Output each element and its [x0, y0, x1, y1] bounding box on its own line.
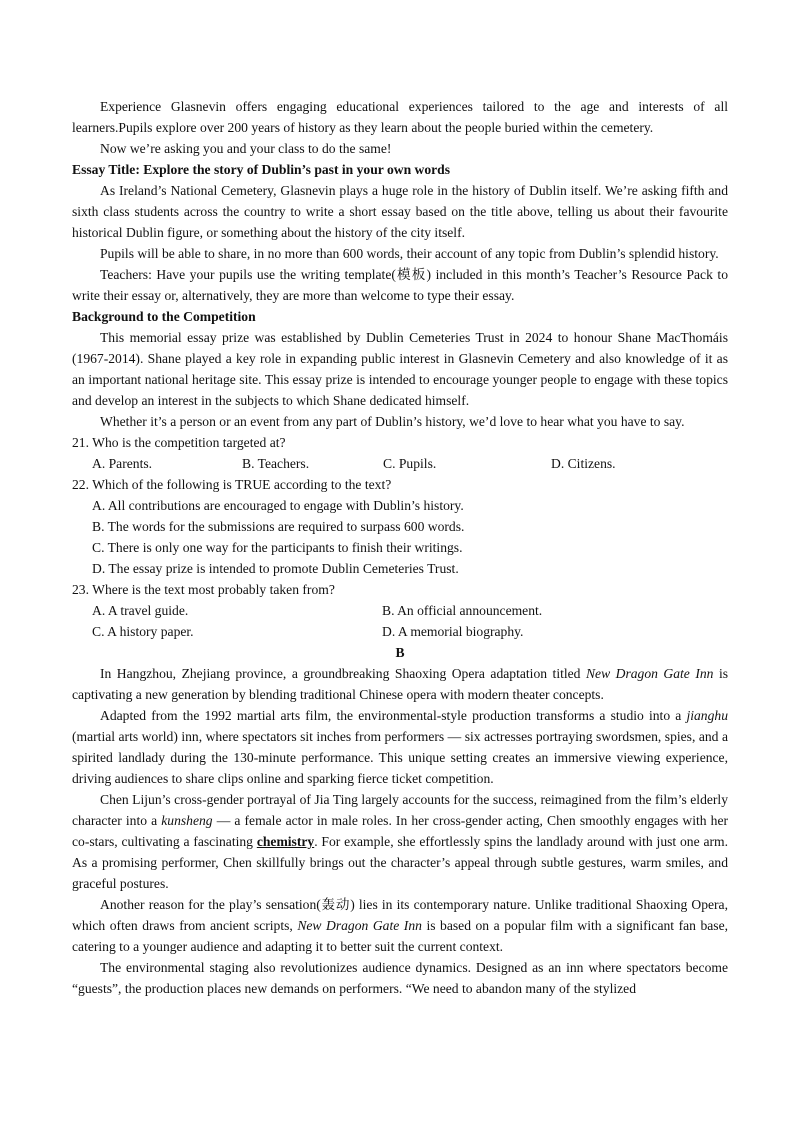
paragraph: The environmental staging also revolutionizes audience dynamics. Designed as an inn where spectators become “guests”, the production places new demands on performers. “We need to abandon many of the stylized: [72, 960, 728, 996]
question-stem: 23. Where is the text most probably taken from?: [72, 582, 335, 597]
paragraph: [72, 705, 728, 789]
questions: [72, 432, 728, 642]
option: D. Citizens.: [551, 456, 616, 471]
option: A. Parents.: [92, 456, 153, 471]
option: B. Teachers.: [242, 456, 310, 471]
text-run: Chen Lijun’s cross-gender portrayal of Jia Ting largely accounts for the success, reimagined from the film’s elderly character into a: [72, 792, 728, 828]
question-options: [72, 453, 728, 474]
option: D. The essay prize is intended to promote Dublin Cemeteries Trust.: [92, 561, 459, 576]
option: D. A memorial biography.: [382, 624, 524, 639]
paragraph: This memorial essay prize was established by Dublin Cemeteries Trust in 2024 to honour Shane MacThomáis (1967-2014). Shane played a key role in expanding public interest in Glasnevin Cemetery and also knowledge of it as an important national heritage site. This essay prize is intended to encourage younger people to engage with these topics and develop an interest in the subjects to which Shane dedicated himself.: [72, 330, 728, 408]
text-run: In Hangzhou, Zhejiang province, a groundbreaking Shaoxing Opera adaptation titled: [100, 666, 586, 681]
background-heading: Background to the Competition: [72, 309, 256, 324]
text-run: . For example, she effortlessly spins the landlady around with just one arm. As a promising performer, Chen skillfully brings out the character’s appeal through subtle gestures, warm smiles, and graceful postures.: [72, 834, 728, 891]
text-run: Another reason for the play’s sensation(轰动) lies in its contemporary nature. Unlike traditional Shaoxing Opera, which often draws from ancient scripts,: [72, 897, 728, 933]
paragraph: [72, 789, 728, 894]
paragraph: As Ireland’s National Cemetery, Glasnevin plays a huge role in the history of Dublin itself. We’re asking fifth and sixth class students across the country to write a short essay based on the title above, telling us about their favourite historical Dublin figure, or something about the history of the city itself.: [72, 183, 728, 240]
paragraph: [72, 894, 728, 957]
text-run: is captivating a new generation by blending traditional Chinese opera with modern theater concepts.: [72, 666, 729, 702]
paragraph: Whether it’s a person or an event from any part of Dublin’s history, we’d love to hear what you have to say.: [100, 414, 685, 429]
passage-a: [72, 96, 728, 432]
work-title: New Dragon Gate Inn: [585, 666, 714, 681]
option: A. A travel guide.: [92, 603, 189, 618]
section-letter: B: [395, 645, 405, 660]
question-stem: 22. Which of the following is TRUE according to the text?: [72, 477, 392, 492]
passage-b: [72, 642, 728, 999]
text-run: is based on a popular film with a significant fan base, catering to a younger audience and adapting it to better suit the current context.: [72, 918, 729, 954]
work-title: New Dragon Gate Inn: [297, 918, 422, 933]
paragraph: Pupils will be able to share, in no more than 600 words, their account of any topic from Dublin’s splendid history.: [100, 246, 719, 261]
question-options: [72, 600, 728, 621]
paragraph: Now we’re asking you and your class to do the same!: [100, 141, 392, 156]
option: B. An official announcement.: [382, 603, 543, 618]
term: jianghu: [686, 708, 728, 723]
text-run: Adapted from the 1992 martial arts film, the environmental-style production transforms a studio into a: [100, 708, 687, 723]
paragraph: Teachers: Have your pupils use the writing template(模板) included in this month’s Teacher’s Resource Pack to write their essay or, alternatively, they are more than welcome to type their essay.: [72, 267, 728, 303]
option: A. All contributions are encouraged to engage with Dublin’s history.: [92, 498, 464, 513]
text-run: (martial arts world) inn, where spectators sit inches from performers — six actresses portraying swordsmen, spies, and a spirited landlady during the 130-minute performance. This unique setting creates an immersive viewing experience, driving audiences to share clips online and sparking fierce ticket competition.: [72, 729, 728, 786]
paragraph: [72, 663, 728, 705]
question-options: [72, 621, 728, 642]
term: kunsheng: [161, 813, 213, 828]
option: C. A history paper.: [92, 624, 194, 639]
paragraph: Experience Glasnevin offers engaging educational experiences tailored to the age and interests of all learners.Pupils explore over 200 years of history as they learn about the people buried within the cemetery.: [72, 99, 728, 135]
option: C. There is only one way for the participants to finish their writings.: [92, 540, 463, 555]
question-stem: 21. Who is the competition targeted at?: [72, 435, 286, 450]
underlined-keyword: chemistry: [256, 834, 315, 849]
option: C. Pupils.: [383, 456, 437, 471]
option: B. The words for the submissions are required to surpass 600 words.: [92, 519, 465, 534]
text-run: — a female actor in male roles. In her cross-gender acting, Chen smoothly engages with her co-stars, cultivating a fascinating: [72, 813, 729, 849]
essay-title-heading: Essay Title: Explore the story of Dublin’s past in your own words: [72, 162, 451, 177]
